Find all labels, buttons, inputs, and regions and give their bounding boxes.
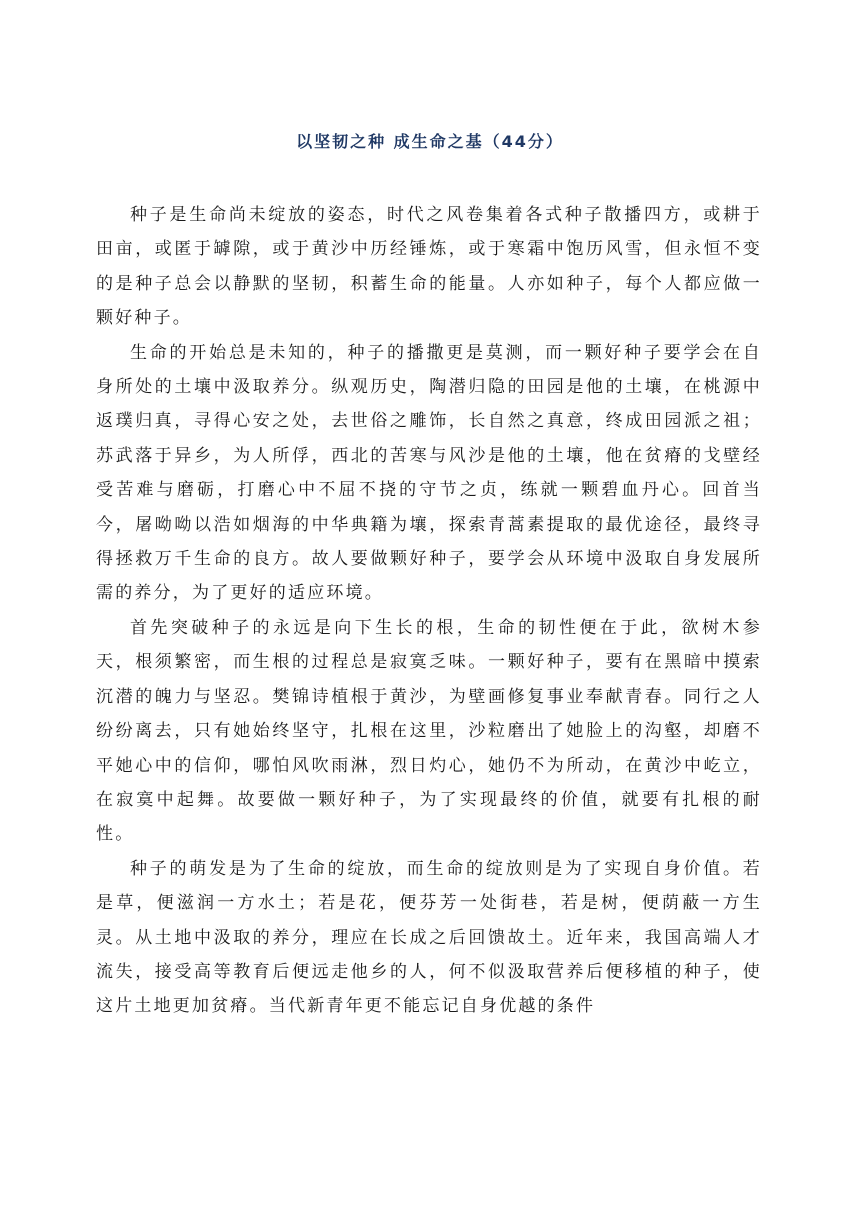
paragraph-4: 种子的萌发是为了生命的绽放，而生命的绽放则是为了实现自身价值。若是草，便滋润一方水土；若是花，便芬芳一处街巷，若是树，便荫蔽一方生灵。从土地中汲取的养分，理应在长成之后回馈故土。近年来，我国高端人才流失，接受高等教育后便远走他乡的人，何不似汲取营养后便移植的种子，使这片土地更加贫瘠。当代新青年更不能忘记自身优越的条件 [96,858,762,1017]
paragraph-2: 生命的开始总是未知的，种子的播撒更是莫测，而一颗好种子要学会在自身所处的土壤中汲取养分。纵观历史，陶潜归隐的田园是他的土壤，在桃源中返璞归真，寻得心安之处，去世俗之雕饰，长自然之真意，终成田园派之祖；苏武落于异乡，为人所俘，西北的苦寒与风沙是他的土壤，他在贫瘠的戈壁经受苦难与磨砺，打磨心中不屈不挠的守节之贞，练就一颗碧血丹心。回首当今，屠呦呦以浩如烟海的中华典籍为壤，探索青蒿素提取的最优途径，最终寻得拯救万千生命的良方。故人要做颗好种子，要学会从环境中汲取自身发展所需的养分，为了更好的适应环境。 [96,342,762,604]
paragraph-3: 首先突破种子的永远是向下生长的根，生命的韧性便在于此，欲树木参天，根须繁密，而生根的过程总是寂寞乏味。一颗好种子，要有在黑暗中摸索沉潜的魄力与坚忍。樊锦诗植根于黄沙，为壁画修复事业奉献青春。同行之人纷纷离去，只有她始终坚守，扎根在这里，沙粒磨出了她脸上的沟壑，却磨不平她心中的信仰，哪怕风吹雨淋，烈日灼心，她仍不为所动，在黄沙中屹立，在寂寞中起舞。故要做一颗好种子，为了实现最终的价值，就要有扎根的耐性。 [96,617,762,845]
essay-title: 以坚韧之种 成生命之基（44分） [296,132,564,151]
essay-body [96,198,762,1024]
paragraph-1: 种子是生命尚未绽放的姿态，时代之风卷集着各式种子散播四方，或耕于田亩，或匿于罅隙，或于黄沙中历经锤炼，或于寒霜中饱历风雪，但永恒不变的是种子总会以静默的坚韧，积蓄生命的能量。人亦如种子，每个人都应做一颗好种子。 [96,205,762,329]
